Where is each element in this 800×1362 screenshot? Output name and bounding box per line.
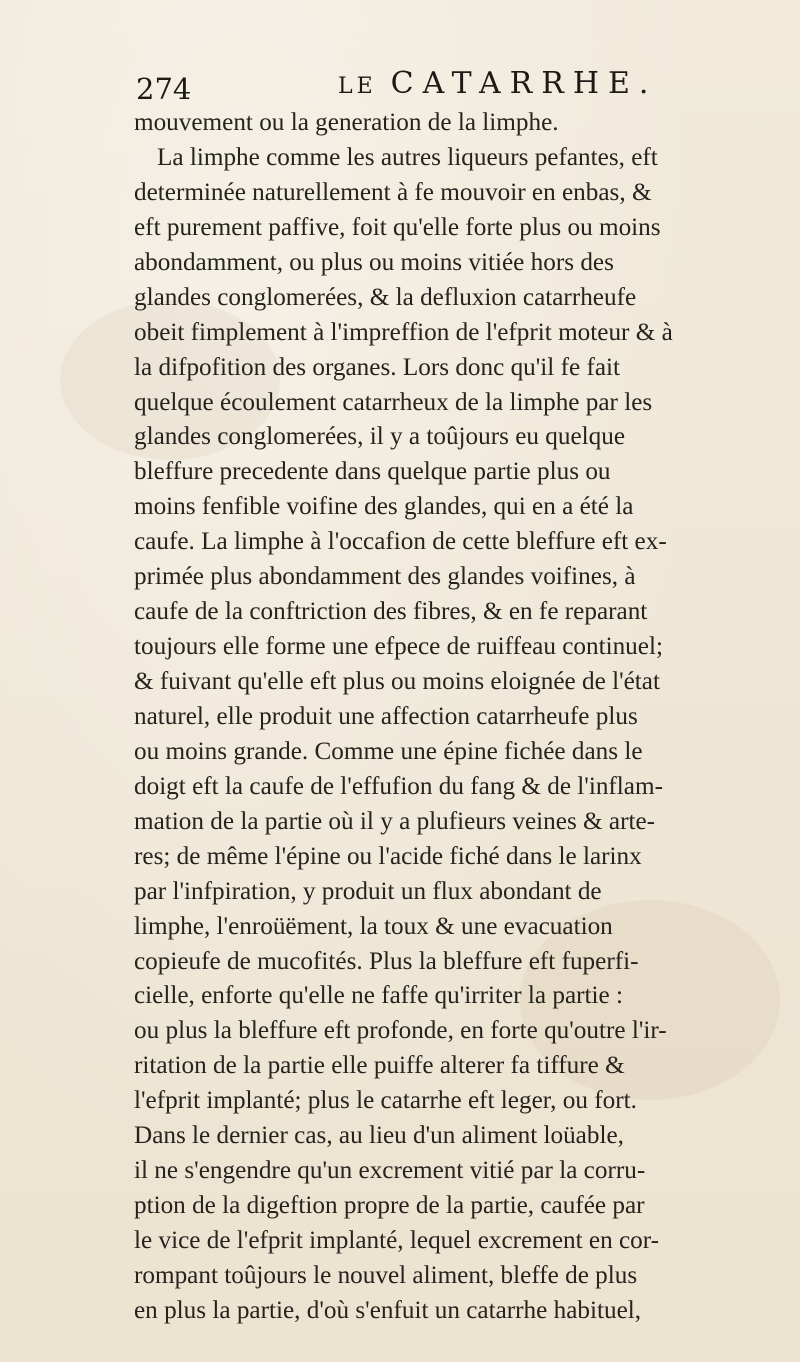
text-line: l'efprit implanté; plus le catarrhe eft leger, ou fort.: [134, 1087, 637, 1115]
text-line: en plus la partie, d'où s'enfuit un catarrhe habituel,: [134, 1296, 642, 1324]
running-title-article: LE: [338, 74, 377, 99]
text-line: par l'infpiration, y produit un flux abondant de: [134, 877, 602, 905]
text-line: ou moins grande. Comme une épine fichée dans le: [134, 737, 643, 765]
text-line: determinée naturellement à fe mouvoir en enbas, &: [134, 178, 652, 206]
text-line: caufe de la conftriction des fibres, & en fe reparant: [134, 598, 648, 626]
running-header: [136, 66, 736, 106]
text-line: primée plus abondamment des glandes voifines, à: [134, 563, 636, 591]
text-line: La limphe comme les autres liqueurs pefantes, eft: [157, 143, 658, 171]
text-line: cielle, enforte qu'elle ne faffe qu'irriter la partie :: [134, 982, 624, 1010]
text-line: il ne s'engendre qu'un excrement vitié par la corru-: [134, 1157, 646, 1185]
text-line: ption de la digeftion propre de la partie, caufée par: [134, 1192, 645, 1220]
text-line: quelque écoulement catarrheux de la limphe par les: [134, 388, 653, 416]
text-line: ou plus la bleffure eft profonde, en forte qu'outre l'ir-: [134, 1017, 667, 1045]
text-line: copieufe de mucofités. Plus la bleffure eft fuperfi-: [134, 947, 639, 975]
page-number: 274: [136, 72, 192, 106]
text-line: glandes conglomerées, & la defluxion catarrheufe: [134, 283, 637, 311]
text-line: & fuivant qu'elle eft plus ou moins eloignée de l'état: [134, 668, 660, 695]
text-line: abondamment, ou plus ou moins vitiée hors des: [134, 248, 614, 276]
text-line: ritation de la partie elle puiffe alterer fa tiffure &: [134, 1052, 625, 1080]
running-title-word: CATARRHE.: [390, 66, 658, 101]
text-line: eft purement paffive, foit qu'elle forte plus ou moins: [134, 213, 661, 241]
text-line: res; de même l'épine ou l'acide fiché dans le larinx: [134, 842, 642, 870]
running-title: [338, 66, 657, 101]
text-line: Dans le dernier cas, au lieu d'un aliment loüable,: [134, 1122, 624, 1150]
text-line: toujours elle forme une efpece de ruiffeau continuel;: [134, 633, 663, 661]
text-line: naturel, elle produit une affection catarrheufe plus: [134, 702, 638, 730]
text-line: moins fenfible voifine des glandes, qui en a été la: [134, 493, 634, 521]
text-line: mation de la partie où il y a plufieurs veines & arte-: [134, 807, 656, 835]
text-line: glandes conglomerées, il y a toûjours eu quelque: [134, 423, 626, 451]
text-line: la difpofition des organes. Lors donc qu'il fe fait: [134, 353, 621, 381]
text-line: bleffure precedente dans quelque partie plus ou: [134, 458, 611, 486]
text-line: le vice de l'efprit implanté, lequel excrement en cor-: [134, 1227, 660, 1254]
text-line: obeit fimplement à l'impreffion de l'efprit moteur & à: [134, 318, 673, 346]
body-text: [134, 106, 764, 1329]
text-line: limphe, l'enroüëment, la toux & une evacuation: [134, 912, 613, 940]
text-line: mouvement ou la generation de la limphe.: [134, 109, 559, 136]
text-line: caufe. La limphe à l'occafion de cette bleffure eft ex-: [134, 528, 667, 556]
text-line: rompant toûjours le nouvel aliment, bleffe de plus: [134, 1261, 638, 1289]
text-line: doigt eft la caufe de l'effufion du fang & de l'inflam-: [134, 772, 663, 800]
